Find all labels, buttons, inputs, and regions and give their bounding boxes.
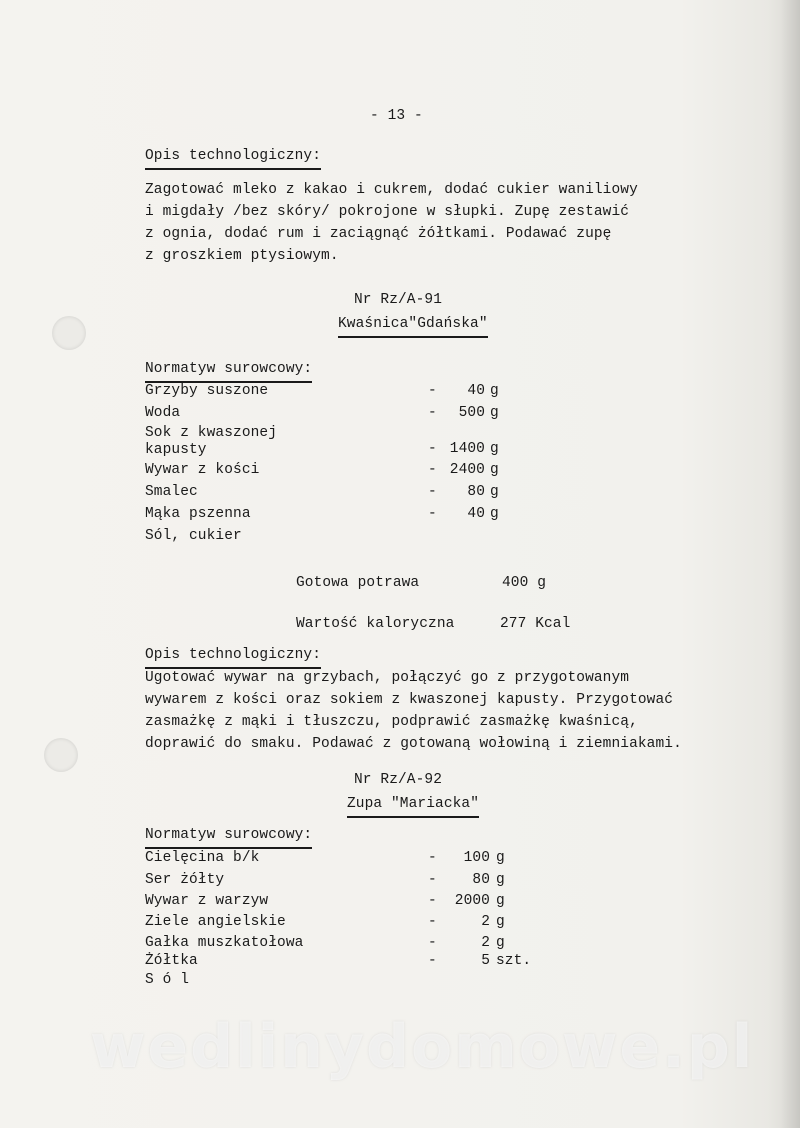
ingredient-qty: 1400 [449, 441, 485, 457]
ingredient-qty: 500 [458, 405, 485, 421]
ingredient-dash: - [428, 935, 437, 951]
ingredient-qty: 5 [481, 953, 490, 969]
ingredient-unit: g [490, 383, 499, 399]
ready-dish-value: 400 g [502, 575, 547, 591]
ingredient-qty: 80 [467, 484, 485, 500]
ingredient-dash: - [428, 914, 437, 930]
ingredient-dash: - [428, 484, 437, 500]
calorie-value: 277 Kcal [500, 616, 571, 632]
ingredient-dash: - [428, 893, 437, 909]
ingredient-name: Smalec [145, 484, 198, 500]
paragraph-line: i migdały /bez skóry/ pokrojone w słupki. Zupę zestawić [145, 204, 630, 220]
ingredient-unit: g [496, 893, 505, 909]
ingredient-name: Wywar z warzyw [145, 893, 269, 909]
ingredient-name: S ó l [145, 972, 190, 988]
ingredient-qty: 40 [467, 383, 485, 399]
ingredient-name: Gałka muszkatołowa [145, 935, 304, 951]
ingredient-name: Mąka pszenna [145, 506, 251, 522]
ingredient-name: Żółtka [145, 953, 198, 969]
ingredient-qty: 100 [463, 850, 490, 866]
ingredient-unit: g [496, 872, 505, 888]
paragraph-line: Zagotować mleko z kakao i cukrem, dodać cukier waniliowy [145, 182, 638, 198]
ingredient-name: Grzyby suszone [145, 383, 269, 399]
ingredient-qty: 80 [472, 872, 490, 888]
ingredient-dash: - [428, 953, 437, 969]
ingredient-dash: - [428, 462, 437, 478]
ingredient-qty: 40 [467, 506, 485, 522]
ingredient-qty: 2 [481, 914, 490, 930]
ingredient-unit: g [496, 914, 505, 930]
ingredient-unit: szt. [496, 953, 532, 969]
page-number: - 13 - [370, 108, 423, 124]
ingredient-unit: g [490, 484, 499, 500]
ingredient-name: Sól, cukier [145, 528, 242, 544]
ingredient-dash: - [428, 441, 437, 457]
paragraph-line: wywarem z kości oraz sokiem z kwaszonej kapusty. Przygotować [145, 692, 674, 708]
ingredient-dash: - [428, 506, 437, 522]
punch-hole-bottom [44, 738, 78, 772]
ingredient-unit: g [490, 462, 499, 478]
ingredient-name: Woda [145, 405, 181, 421]
paragraph-line: z groszkiem ptysiowym. [145, 248, 339, 264]
punch-hole-top [52, 316, 86, 350]
ingredient-name: Sok z kwaszonej kapusty [145, 425, 278, 458]
ingredient-qty: 2400 [449, 462, 485, 478]
paragraph-line: doprawić do smaku. Podawać z gotowaną wołowiną i ziemniakami. [145, 736, 682, 752]
ingredient-unit: g [490, 441, 499, 457]
ingredient-unit: g [496, 850, 505, 866]
ingredient-name: Ziele angielskie [145, 914, 286, 930]
recipe-title: Zupa "Mariacka" [347, 794, 479, 818]
norm-heading: Normatyw surowcowy: [145, 359, 312, 383]
ingredient-qty: 2000 [454, 893, 490, 909]
recipe-number: Nr Rz/A-91 [354, 292, 443, 308]
ingredient-unit: g [490, 506, 499, 522]
section-heading: Opis technologiczny: [145, 146, 321, 170]
ingredient-name: Wywar z kości [145, 462, 260, 478]
ready-dish-label: Gotowa potrawa [296, 575, 420, 591]
watermark: wedlinydomowe.pl [90, 1012, 755, 1082]
norm-heading: Normatyw surowcowy: [145, 825, 312, 849]
ingredient-dash: - [428, 405, 437, 421]
ingredient-unit: g [490, 405, 499, 421]
ingredient-unit: g [496, 935, 505, 951]
ingredient-dash: - [428, 872, 437, 888]
ingredient-dash: - [428, 383, 437, 399]
paragraph-line: zasmażkę z mąki i tłuszczu, podprawić zasmażkę kwaśnicą, [145, 714, 638, 730]
section-heading: Opis technologiczny: [145, 645, 321, 669]
calorie-label: Wartość kaloryczna [296, 616, 455, 632]
recipe-title: Kwaśnica"Gdańska" [338, 314, 488, 338]
ingredient-name: Ser żółty [145, 872, 225, 888]
ingredient-qty: 2 [481, 935, 490, 951]
ingredient-name: Cielęcina b/k [145, 850, 260, 866]
ingredient-dash: - [428, 850, 437, 866]
paragraph-line: Ugotować wywar na grzybach, połączyć go z przygotowanym [145, 670, 630, 686]
recipe-number: Nr Rz/A-92 [354, 772, 443, 788]
page-edge-shadow [780, 0, 800, 1128]
paragraph-line: z ognia, dodać rum i zaciągnąć żółtkami. Podawać zupę [145, 226, 612, 242]
